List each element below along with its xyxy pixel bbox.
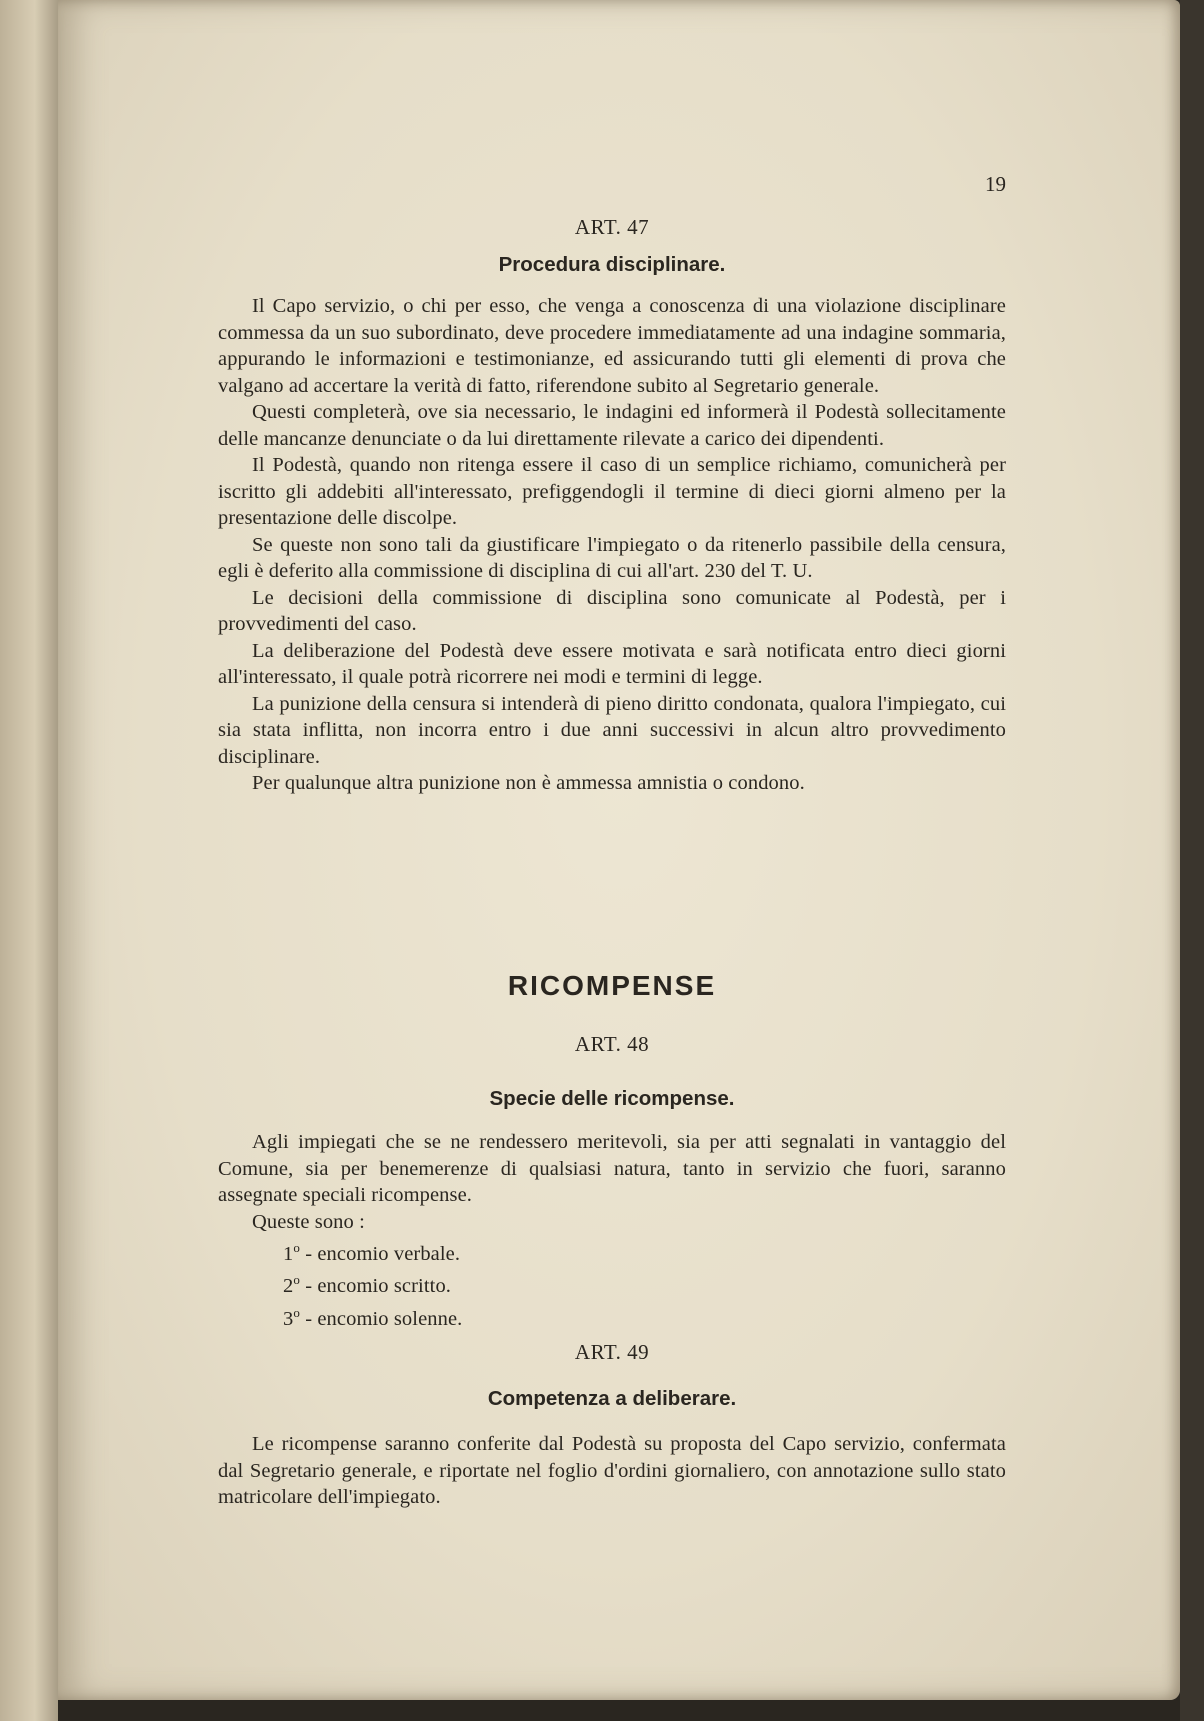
article-title: Competenza a deliberare. [487,1387,737,1410]
article-heading: ART. 47 [574,215,650,239]
section-ricompense [218,970,1006,1002]
list-item: 1$^o$ - encomio verbale. [283,1240,461,1265]
paragraph: La deliberazione del Podestà deve essere motivata e sarà notificata entro dieci giorni all'interessato, il quale potrà ricorrere nei modi e termini di legge. [218,639,1006,688]
article-49 [218,1340,1006,1511]
article-heading: ART. 49 [574,1340,650,1364]
list-item: 2$^o$ - encomio scritto. [283,1272,452,1298]
paragraph: Le decisioni della commissione di disciplina sono comunicate al Podestà, per i provvedimenti del caso. [218,586,1006,635]
paragraph: Le ricompense saranno conferite dal Podestà su proposta del Capo servizio, confermata dal Segretario generale, e riportate nel foglio d'ordini giornaliero, con annotazione sullo stato matricolare dell'impiegato. [218,1433,1006,1508]
article-body [218,1129,1006,1332]
article-48 [218,1032,1006,1332]
paragraph: Per qualunque altra punizione non è ammessa amnistia o condono. [252,772,805,794]
article-47 [218,215,1006,797]
paragraph: La punizione della censura si intenderà di pieno diritto condonata, qualora l'impiegato, cui sia stata inflitta, non incorra entro i due anni successivi in alcun altro provvedimento disciplinare. [218,692,1006,768]
paragraph: Se queste non sono tali da giustificare l'impiegato o da ritenerlo passibile della censura, egli è deferito alla commissione di disciplina di cui all'art. 230 del T. U. [218,533,1006,582]
section-title: RICOMPENSE [507,970,717,1001]
paragraph: Il Capo servizio, o chi per esso, che venga a conoscenza di una violazione disciplinare commessa da un suo subordinato, deve procedere immediatamente ad una indagine sommaria, appurando le informazioni e testimonianze, ed assicurando tutti gli elementi di prova che valgano ad accertare la verità di fatto, riferendone subito al Segretario generale. [218,295,1006,397]
article-body [218,293,1006,797]
paragraph: Agli impiegati che se ne rendessero meritevoli, sia per atti segnalati in vantaggio del Comune, sia per benemerenze di qualsiasi natura, tanto in servizio che fuori, saranno assegnate speciali ricompense. [218,1131,1006,1206]
article-title: Procedura disciplinare. [498,253,726,276]
list-item: 3$^o$ - encomio solenne. [283,1304,463,1330]
article-title: Specie delle ricompense. [489,1087,735,1110]
article-heading: ART. 48 [574,1032,650,1056]
paragraph: Il Podestà, quando non ritenga essere il caso di un semplice richiamo, comunicherà per iscritto gli addebiti all'interessato, prefiggendogli il termine di dieci giorni almeno per la presentazione delle discolpe. [218,454,1006,529]
book-cover-edge [1180,0,1204,1721]
paragraph: Questi completerà, ove sia necessario, le indagini ed informerà il Podestà sollecitamente delle mancanze denunciate o da lui direttamente rilevate a carico dei dipendenti. [218,401,1006,450]
article-body [218,1431,1006,1511]
page-number: 19 [985,172,1006,196]
previous-page-edge [0,0,58,1721]
list-intro: Queste sono : [252,1210,365,1233]
